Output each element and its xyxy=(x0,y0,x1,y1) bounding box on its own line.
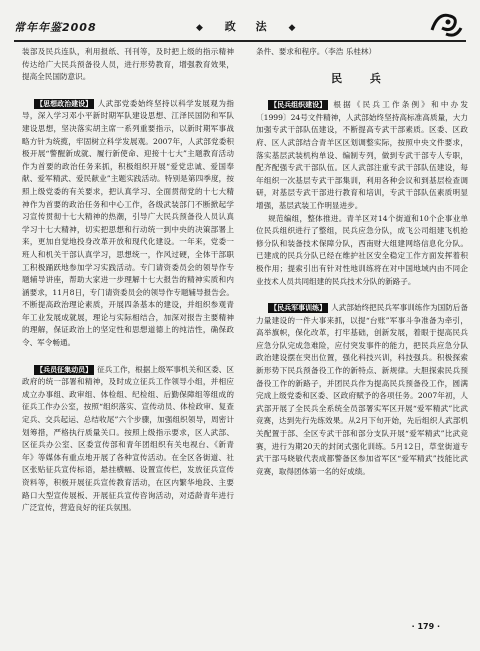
militia-org-tag: 【民兵组织建设】 xyxy=(270,101,327,110)
diamond-icon: ◆ xyxy=(288,23,304,33)
right-column xyxy=(256,46,468,478)
ideology-section xyxy=(22,98,234,350)
right-intro: 条件、要求和程序。（李浩 乐桂林） xyxy=(256,47,377,56)
conscription-section xyxy=(22,364,234,515)
section-title xyxy=(194,18,305,34)
running-header xyxy=(14,14,466,42)
ideology-tag: 【思想政治建设】 xyxy=(36,99,93,108)
yearbook-title: 常年年鉴2008 xyxy=(14,21,97,34)
militia-org-body: 根据《民兵工作条例》和中办发〔1999〕24号文件精神，人武部始终坚持高标准高质量，大力加强专武干部队伍建设，不断提高专武干部素质。区委、区政府、区人武部结合青羊区区划调整实际，按照中央文件要求，落实基层武装机构单设、编制专列，做到专武干部专人专职，配齐配强专武干部队伍。区人武部注重专武干部队伍建设，每年组织一次基层专武干部集训，利用各种会议和到基层检查调研，对基层专武干部进行教育和培训，专武干部队伍素质明显增强，基层武装工作明显进步。 xyxy=(256,100,468,210)
section-name: 政 法 xyxy=(224,20,275,33)
ideology-body: 人武部党委始终坚持以科学发展观为指导，深入学习邓小平新时期军队建设思想、江泽民国防和军队建设思想，坚决落实胡主席一系列重要指示，以新时期军事战略方针为统揽，牢固树立科学发展观。2007年，人武部党委积极开展“警醒新成就、履行新使命、迎接十七大”主题教育活动作为首要的政治任务来抓，积极组织开展“爱党忠诚、爱国奉献、爱军精武、爱民献业”主题实践活动。特别是第四季度，按照上级党委的有关要求，把认真学习、全面贯彻党的十七大精神作为首要的政治任务和中心工作，各级武装部门不断掀起学习宣传贯彻十七大精神的热潮，引导广大民兵预备役人员认真学习十七大精神，切实把思想和行动统一到中央的决策部署上来，更加自觉地投身改革开放和现代化建设。一年来，党委一班人和机关干部认真学习，思想统一，作风过硬，全体干部职工积极踊跃地参加学习实践活动。专门请资委员会的领导作专题辅导讲座，帮助大家进一步理解十七大报告的精神实质和内涵要求，11月8日，专门请资委员会的领导作专题辅导报告会。不断提高政治理论素质，开展四条基本的建设，并组织参观青年工业发展成就展，理论与实际相结合，加深对报告主要精神的理解，保证政治上的坚定性和思想道德上的纯洁性，确保政令、军令畅通。 xyxy=(22,98,234,348)
page-number: · 179 · xyxy=(411,622,440,631)
yearbook-logo-icon xyxy=(428,8,464,42)
militia-training-tag: 【民兵军事训练】 xyxy=(270,304,327,313)
militia-org-section xyxy=(256,99,468,212)
militia-heading: 民 兵 xyxy=(331,71,393,85)
diamond-icon: ◆ xyxy=(196,23,211,33)
left-intro: 装部及民兵连队，利用报纸、刊刊等，及时把上级的指示精神传达给广大民兵预备役人员，进行形势教育，增强教育效果，提高全民国防意识。 xyxy=(22,47,234,82)
conscription-body: 征兵工作，根据上级军事机关和区委、区政府的统一部署和精神，及时成立征兵工作领导小组，并相应成立办事组、政审组、体检组、纪检组、后勤保障组等组成的征兵工作办公室，按照“组织落实、宣传动员、体检政审、复查定兵、交兵起运、总结收尾”六个步骤，加强组织领导，周密计划筹措，严格执行质量关口。按照上级指示要求，区人武部、区征兵办公室、区委宣传部和青年团组织有关电视台、《新青年》等媒体有重点地开展了各种宣传活动。在全区各街道、社区张贴征兵宣传标语，悬挂横幅、设置宣传栏，发放征兵宣传资料等，积极开展征兵宣传教育活动，在区内繁华地段、主要路口大型宣传展板、开展征兵宣传咨询活动，对适龄青年进行广泛宣传，营造良好的征兵氛围。 xyxy=(22,364,234,513)
militia-training-section xyxy=(256,302,468,478)
militia-training-body: 人武部始终把民兵军事训练作为国防后备力量建设的一件大事来抓，以提“台账”军事斗争准备为牵引，高举旗帜，保化改革，打牢基础，创新发展，着眼于提高民兵应急分队完成急难险，应付突发事件的能力，把民兵应急分队政治建设摆在突出位置，强化科技兴训，科技强兵。积极探索新形势下民兵预备役工作的新特点、新规律。大胆探索民兵预备役工作的新路子，并团民兵作为提高民兵预备役工作，圆满完成上级党委和区委、区政府赋予的各项任务。2007年初，人武部开展了全民兵全系统全员部署实军区开展“爱军精武”比武竞赛，达到先行先练效果。从2月下旬开始，先后组织人武部机关配置于部、全区专武干部和部分支队开展“爱军精武”比武竞赛，进行为期20天的封闭式强化训练。5月12日，草堂街道专武干部马晓敏代表成都警备区参加省军区“爱军精武”技能比武竞赛，取得团体第一名的好成绩。 xyxy=(256,303,468,476)
left-column xyxy=(22,46,234,515)
conscription-tag: 【兵员征集动员】 xyxy=(36,365,93,374)
militia-org-body-2: 规范编组，整体推进。青羊区对14个街道和10个企事业单位民兵组织进行了整组，民兵应急分队，成飞公司组建飞机抢修分队和装备技术保障分队，西南财大组建网络信息化分队。已建成的民兵分队已经在维护社区安全稳定工作方面发挥着积极作用；提索引出有针对性地训练将在对中国地域内由不同企业技术人员共同组建的民兵技术分队的新路子。 xyxy=(256,213,468,286)
